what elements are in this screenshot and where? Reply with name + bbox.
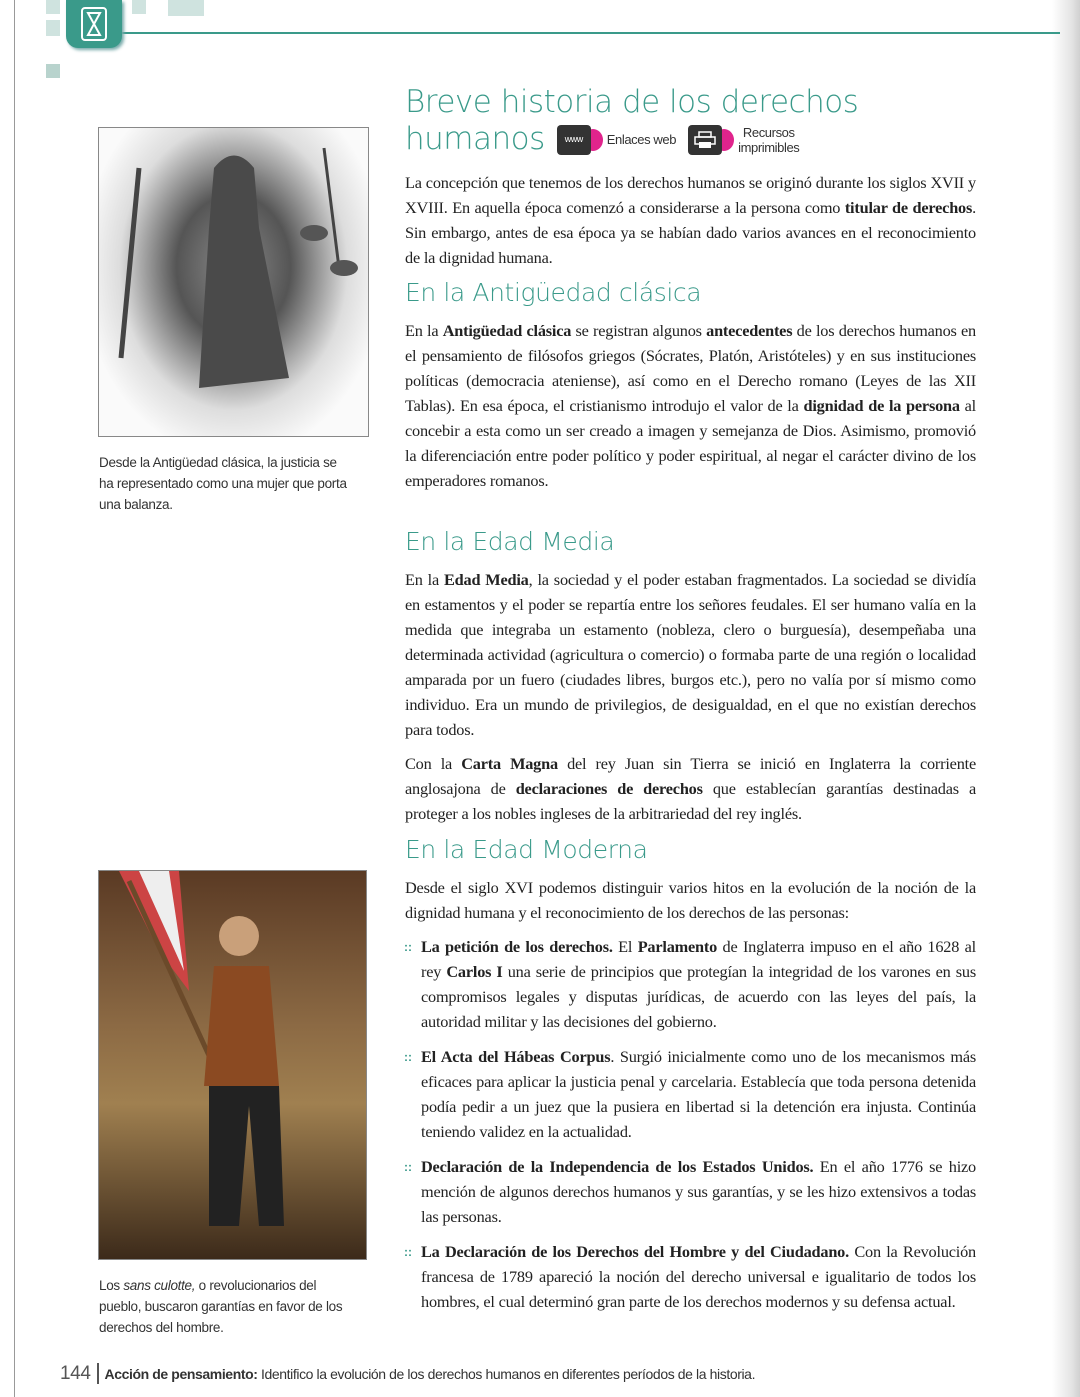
web-links-button[interactable] <box>557 125 676 155</box>
www-icon: www <box>557 125 591 155</box>
intro-paragraph <box>405 170 976 270</box>
modern-age-paragraph <box>405 875 976 925</box>
page-margin-line <box>14 0 15 1397</box>
statue-caption: Desde la Antigüedad clásica, la justicia se ha representado como una mujer que porta una balanza. <box>99 455 347 512</box>
bold-text: Carta Magna <box>461 754 558 773</box>
bold-text: declaraciones de derechos <box>515 779 703 798</box>
decor-square <box>132 0 146 14</box>
text-run: . Sin embargo, antes de esa época ya se habían dado varios avances en el reconocimiento de la dignidad humana. <box>405 198 976 267</box>
decor-square <box>46 0 60 14</box>
bold-text: dignidad de la persona <box>803 396 960 415</box>
caption-text: o revolucionarios del pueblo, buscaron garantías en favor de los derechos del hombre. <box>99 1278 343 1335</box>
middle-ages-paragraph <box>405 567 976 742</box>
bullet-icon: :: <box>404 1050 412 1064</box>
section-heading-middle-ages: En la Edad Media <box>405 527 615 556</box>
caption-emphasis: sans culotte, <box>123 1278 196 1293</box>
bullet-icon: :: <box>404 1160 412 1174</box>
footer-label: Acción de pensamiento: <box>104 1366 258 1382</box>
chapter-badge <box>66 0 122 48</box>
text-run: una serie de principios que protegían la integridad de los varones en sus compromisos legales y disputas jurídicas, de acuerdo con las leyes del país, la autoridad militar y las decisiones del gobierno. <box>421 962 976 1031</box>
bold-text: Parlamento <box>637 937 718 956</box>
printable-resources-button[interactable] <box>688 125 799 155</box>
decor-square <box>46 64 60 78</box>
caption-text: Los <box>99 1278 124 1293</box>
text-run: de Inglaterra impuso en el año 1628 al rey <box>421 937 976 981</box>
text-run: En el año 1776 se hizo mención de algunos derechos humanos y sus garantías, y se les hizo extensivos a todas las personas. <box>421 1157 976 1226</box>
text-run: El <box>612 937 638 956</box>
text-run: del rey Juan sin Tierra se inició en Inglaterra la corriente anglosajona de <box>405 754 976 798</box>
justice-statue-image <box>98 127 369 437</box>
bullet-us-independence <box>421 1154 976 1229</box>
text-run: , la sociedad y el poder estaban fragmentados. La sociedad se dividía en estamentos y el poder se repartía entre los señores feudales. El ser humano valía en la medida que integraba un estamento (nobleza, clero o burguesía), desempeñaba una determinada actividad (agricultura o comercio) o formaba parte de una región o localidad amparada por un fuero (ciudades libres, burgos etc.), pero no valía por sí mismo como individuo. Era un mundo de privilegios, de desigualdad, en el que no existían derechos para todos. <box>405 570 976 739</box>
text-run: de los derechos humanos en el pensamiento de filósofos griegos (Sócrates, Platón, Aristóteles) y en sus instituciones políticas (democracia ateniense), así como en el Derecho romano (Leyes de las XII Tablas). En esa época, el cristianismo introdujo el valor de la <box>405 321 976 415</box>
sans-culotte-caption <box>99 1275 349 1338</box>
label-line: imprimibles <box>738 139 800 155</box>
footer-text: Identifico la evolución de los derechos humanos en diferentes períodos de la historia. <box>257 1366 756 1382</box>
text-run: al concebir a esta como un ser creado a imagen y semejanza de Dios. Asimismo, promovió la diferenciación entre poder político y poder espiritual, al negar el carácter divino de los emperadores romanos. <box>405 396 976 490</box>
bold-text: antecedentes <box>706 321 793 340</box>
bullet-habeas-corpus <box>421 1044 976 1144</box>
text-run: En la <box>405 321 443 340</box>
hourglass-icon <box>80 6 108 42</box>
antiquity-paragraph <box>405 318 976 493</box>
page-number: 144 <box>60 1363 99 1384</box>
sans-culotte-painting <box>98 870 367 1260</box>
text-run: La concepción que tenemos de los derechos humanos se originó durante los siglos XVII y XVIII. En aquella época comenzó a considerarse a la persona como <box>405 173 976 217</box>
page-footer <box>60 1363 755 1385</box>
title-line-1: Breve historia de los derechos <box>405 84 859 120</box>
bold-text: El Acta del Hábeas Corpus <box>421 1047 611 1066</box>
bold-text: titular de derechos <box>844 198 973 217</box>
bold-text: Declaración de la Independencia de los Estados Unidos. <box>421 1157 814 1176</box>
bullet-icon: :: <box>404 940 412 954</box>
section-heading-modern-age: En la Edad Moderna <box>405 835 648 864</box>
decor-square <box>168 0 204 16</box>
text-run: que establecían garantías destinadas a proteger a los nobles ingleses de la arbitrariedad del rey inglés. <box>405 779 976 823</box>
bold-text: La Declaración de los Derechos del Hombre y del Ciudadano. <box>421 1242 849 1261</box>
page-edge-shadow <box>1052 0 1080 1397</box>
header-rule <box>120 32 1060 34</box>
bold-text: Edad Media <box>444 570 529 589</box>
bullet-petition-of-right <box>421 934 976 1034</box>
decor-square <box>46 20 60 36</box>
text-run: se registran algunos <box>571 321 707 340</box>
text-run: En la <box>405 570 445 589</box>
text-run: Con la Revolución francesa de 1789 apareció la noción del derecho universal e igualitario de todos los hombres, el cual determinó gran parte de los derechos modernos y su defensa actual. <box>421 1242 976 1311</box>
printable-resources-label <box>738 125 799 155</box>
page-title <box>405 84 858 158</box>
bullet-rights-of-man <box>421 1239 976 1314</box>
bullet-icon: :: <box>404 1245 412 1259</box>
text-run: Desde el siglo XVI podemos distinguir varios hitos en la evolución de la noción de la dignidad humana y el reconocimiento de los derechos de las personas: <box>405 878 976 922</box>
bold-text: La petición de los derechos. <box>421 937 613 956</box>
section-heading-antiquity: En la Antigüedad clásica <box>405 278 702 307</box>
text-run: . Surgió inicialmente como uno de los mecanismos más eficaces para aplicar la justicia penal y carcelaria. Establecía que toda persona detenida podía pedir a un juez que la pusiera en libertad si la detención era injusta. Continúa teniendo validez en la actualidad. <box>421 1047 976 1141</box>
bold-text: Antigüedad clásica <box>442 321 572 340</box>
bold-text: Carlos I <box>446 962 503 981</box>
magna-carta-paragraph <box>405 751 976 826</box>
text-run: Con la <box>405 754 462 773</box>
title-line-2: humanos <box>405 121 545 157</box>
printer-icon <box>688 125 722 155</box>
web-links-label: Enlaces web <box>606 132 677 147</box>
label-line: Recursos <box>742 124 795 140</box>
